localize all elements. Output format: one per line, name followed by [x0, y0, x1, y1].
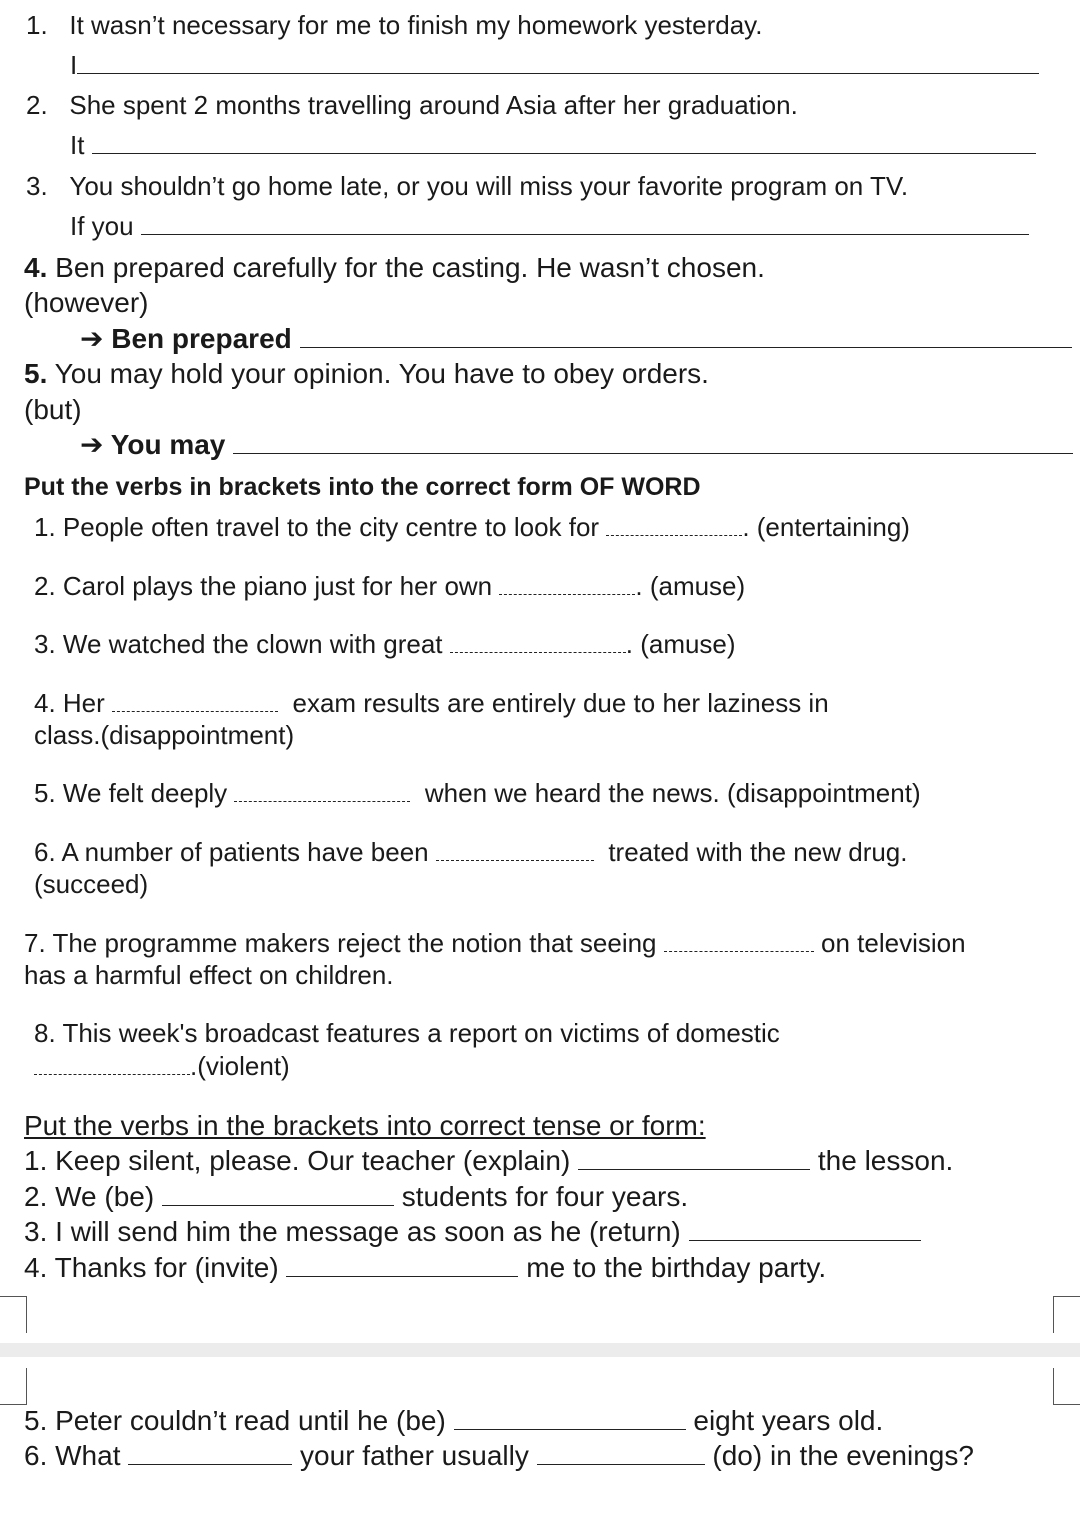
page-corner-mark: [1053, 1296, 1080, 1333]
exercise-d5: 5. Peter couldn’t read until he (be) eight years old.: [24, 1405, 884, 1436]
blank[interactable]: [450, 651, 626, 653]
page-corner-mark: [0, 1296, 27, 1333]
blank[interactable]: [689, 1239, 921, 1241]
exercise-d3: 3. I will send him the message as soon as he (return): [24, 1215, 921, 1249]
exercise-a1: 1. It wasn’t necessary for me to finish my homework yesterday.: [26, 10, 763, 40]
blank[interactable]: [112, 710, 278, 712]
exercise-c7-cont: has a harmful effect on children.: [24, 960, 394, 990]
exercise-d6: 6. What your father usually (do) in the evenings?: [24, 1440, 974, 1471]
exercise-b5: 5. You may hold your opinion. You have to obey orders.: [24, 358, 709, 389]
exercise-d4: 4. Thanks for (invite) me to the birthday party.: [24, 1252, 827, 1283]
exercise-c5: 5. We felt deeply when we heard the news. (disappointment): [34, 778, 921, 808]
exercise-d1: 1. Keep silent, please. Our teacher (explain) the lesson.: [24, 1145, 954, 1176]
blank[interactable]: [77, 72, 1039, 74]
exercise-c4-cont: class.(disappointment): [34, 720, 295, 750]
blank[interactable]: [92, 152, 1036, 154]
answer-line-a1[interactable]: I: [70, 48, 1039, 82]
blank[interactable]: [537, 1463, 705, 1465]
section-d-heading: Put the verbs in the brackets into correct tense or form:: [24, 1110, 706, 1141]
exercise-c6: 6. A number of patients have been treated with the new drug.: [34, 837, 908, 867]
blank[interactable]: [141, 233, 1029, 235]
blank[interactable]: [300, 346, 1072, 348]
exercise-a3: 3. You shouldn’t go home late, or you will miss your favorite program on TV.: [26, 171, 909, 201]
hint-b4: (however): [24, 287, 149, 318]
page-corner-mark: [0, 1368, 27, 1405]
exercise-c1: 1. People often travel to the city centre to look for . (entertaining): [34, 512, 910, 542]
exercise-d2: 2. We (be) students for four years.: [24, 1181, 689, 1212]
blank[interactable]: [128, 1463, 292, 1465]
page-break: [0, 1343, 1080, 1357]
exercise-c6-cont: (succeed): [34, 869, 149, 899]
exercise-c4: 4. Her exam results are entirely due to her laziness in: [34, 688, 829, 718]
blank[interactable]: [664, 950, 814, 952]
blank[interactable]: [454, 1428, 686, 1430]
blank[interactable]: [606, 534, 742, 536]
answer-line-a3[interactable]: If you: [70, 209, 1029, 243]
blank[interactable]: [286, 1275, 518, 1277]
answer-line-b5[interactable]: ➔ You may: [80, 428, 1073, 462]
answer-line-a2[interactable]: It: [70, 128, 1036, 162]
exercise-b4: 4. Ben prepared carefully for the casting. He wasn’t chosen.: [24, 252, 765, 283]
answer-line-b4[interactable]: ➔ Ben prepared: [80, 322, 1072, 356]
blank[interactable]: [436, 859, 594, 861]
blank[interactable]: [233, 452, 1073, 454]
hint-b5: (but): [24, 394, 82, 425]
exercise-a2: 2. She spent 2 months travelling around Asia after her graduation.: [26, 90, 798, 120]
blank[interactable]: [234, 800, 410, 802]
arrow-icon: ➔: [80, 323, 104, 354]
blank[interactable]: [34, 1073, 190, 1075]
arrow-icon: ➔: [80, 429, 104, 460]
exercise-c8: 8. This week's broadcast features a report on victims of domestic: [34, 1018, 780, 1048]
blank[interactable]: [578, 1168, 810, 1170]
blank[interactable]: [499, 593, 635, 595]
page-corner-mark: [1053, 1368, 1080, 1405]
exercise-c8-cont: .(violent): [34, 1049, 290, 1083]
blank[interactable]: [162, 1204, 394, 1206]
exercise-c7: 7. The programme makers reject the notion that seeing on television: [24, 928, 966, 958]
exercise-c3: 3. We watched the clown with great . (amuse): [34, 629, 736, 659]
section-c-heading: Put the verbs in brackets into the correct form OF WORD: [24, 473, 701, 501]
exercise-c2: 2. Carol plays the piano just for her own . (amuse): [34, 571, 746, 601]
